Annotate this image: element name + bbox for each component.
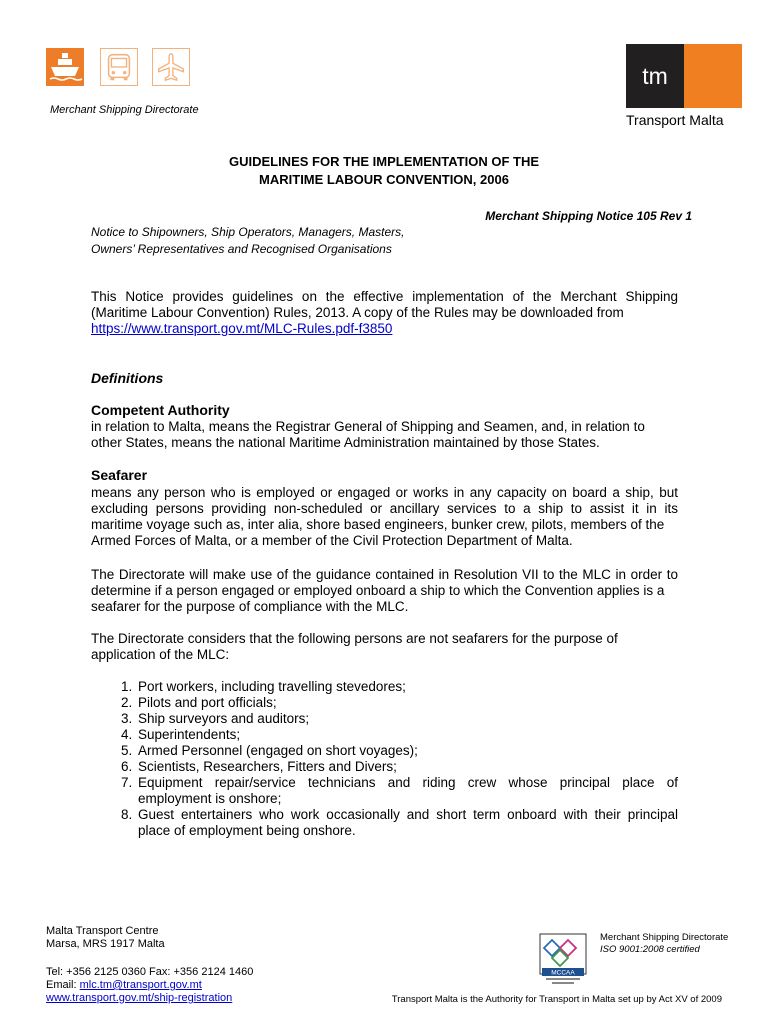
list-item: 1. Port workers, including travelling stevedores; [136, 679, 678, 695]
directorate-label: Merchant Shipping Directorate [50, 104, 199, 116]
cert-name: Merchant Shipping Directorate [600, 932, 729, 943]
logo-name: Transport Malta [626, 112, 724, 128]
intro-text: This Notice provides guidelines on the effective implementation of the Merchant Shipping (Maritime Labour Convention) Rules, 2013. A copy of the Rules may be downloaded from [91, 289, 678, 320]
competent-authority-term: Competent Authority [91, 402, 230, 418]
bus-icon [100, 48, 138, 86]
considers-text: The Directorate considers that the following persons are not seafarers for the purpose of [91, 631, 618, 646]
seafarer-definition [91, 485, 678, 549]
audience [91, 224, 451, 258]
plane-icon [152, 48, 190, 86]
list-item: 3. Ship surveyors and auditors; [136, 711, 678, 727]
title-line-1: GUIDELINES FOR THE IMPLEMENTATION OF THE [228, 154, 540, 169]
rules-download-link[interactable]: https://www.transport.gov.mt/MLC-Rules.pdf-f3850 [91, 321, 393, 336]
certification-text [600, 932, 728, 956]
list-item: 4. Superintendents; [136, 727, 678, 743]
email-link[interactable]: mlc.tm@transport.gov.mt [79, 979, 202, 991]
considers-tail: application of the MLC: [91, 647, 230, 662]
seafarer-text: means any person who is employed or engaged or works in any capacity on board a ship, but excluding persons providing non-scheduled or ancillary services to a ship to assist it in its maritime voyage such as, inter alia, shore based engineers, bunker crew, pilots, members of the [91, 485, 678, 532]
intro-paragraph [91, 289, 678, 337]
considers-paragraph [91, 631, 678, 663]
list-item: 8. Guest entertainers who work occasionally and short term onboard with their principal place of employment being onshore. [136, 807, 678, 839]
footer-address [46, 925, 165, 951]
ship-icon [46, 48, 84, 86]
competent-authority-definition [91, 419, 678, 451]
list-item: 5. Armed Personnel (engaged on short voyages); [136, 743, 678, 759]
definitions-heading: Definitions [91, 370, 164, 386]
resolution-tail: seafarer for the purpose of compliance with the MLC. [91, 599, 409, 614]
title-line-2: MARITIME LABOUR CONVENTION, 2006 [259, 172, 509, 187]
audience-line-1: Notice to Shipowners, Ship Operators, Managers, Masters, [91, 225, 405, 239]
list-item: 7. Equipment repair/service technicians and riding crew whose principal place of employment is onshore; [136, 775, 678, 807]
address-line-1: Malta Transport Centre [46, 925, 159, 937]
resolution-text: The Directorate will make use of the guidance contained in Resolution VII to the MLC in order to determine if a person engaged or employed onboard a ship to which the Convention applies is a [91, 567, 678, 598]
tm-logo-mark: tm [626, 44, 684, 108]
exclusions-list [91, 679, 678, 839]
transport-malta-logo [626, 44, 742, 108]
resolution-paragraph [91, 567, 678, 615]
email-label: Email: [46, 979, 80, 991]
website-link[interactable]: www.transport.gov.mt/ship-registration [46, 992, 233, 1004]
certification-logo [534, 928, 592, 990]
footer-phone: Tel: +356 2125 0360 Fax: +356 2124 1460 [46, 966, 254, 978]
authority-statement: Transport Malta is the Authority for Transport in Malta set up by Act XV of 2009 [391, 994, 722, 1005]
list-item: 6. Scientists, Researchers, Fitters and Divers; [136, 759, 678, 775]
seafarer-tail: Armed Forces of Malta, or a member of the Civil Protection Department of Malta. [91, 533, 573, 548]
seafarer-term: Seafarer [91, 467, 148, 483]
cert-logo-text: MCCAA [551, 969, 575, 977]
notice-number: Merchant Shipping Notice 105 Rev 1 [485, 209, 692, 223]
tm-logo-orange-block [684, 44, 742, 108]
footer-email-line [46, 979, 253, 992]
competent-authority-text: in relation to Malta, means the Registrar General of Shipping and Seamen, and, in relation to [91, 419, 645, 434]
cert-standard: ISO 9001:2008 certified [600, 944, 700, 955]
list-item: 2. Pilots and port officials; [136, 695, 678, 711]
audience-line-2: Owners’ Representatives and Recognised Organisations [91, 242, 392, 256]
competent-authority-tail: other States, means the national Maritime Administration maintained by those States. [91, 435, 600, 450]
footer-contact [46, 966, 253, 1005]
address-line-2: Marsa, MRS 1917 Malta [46, 938, 165, 950]
